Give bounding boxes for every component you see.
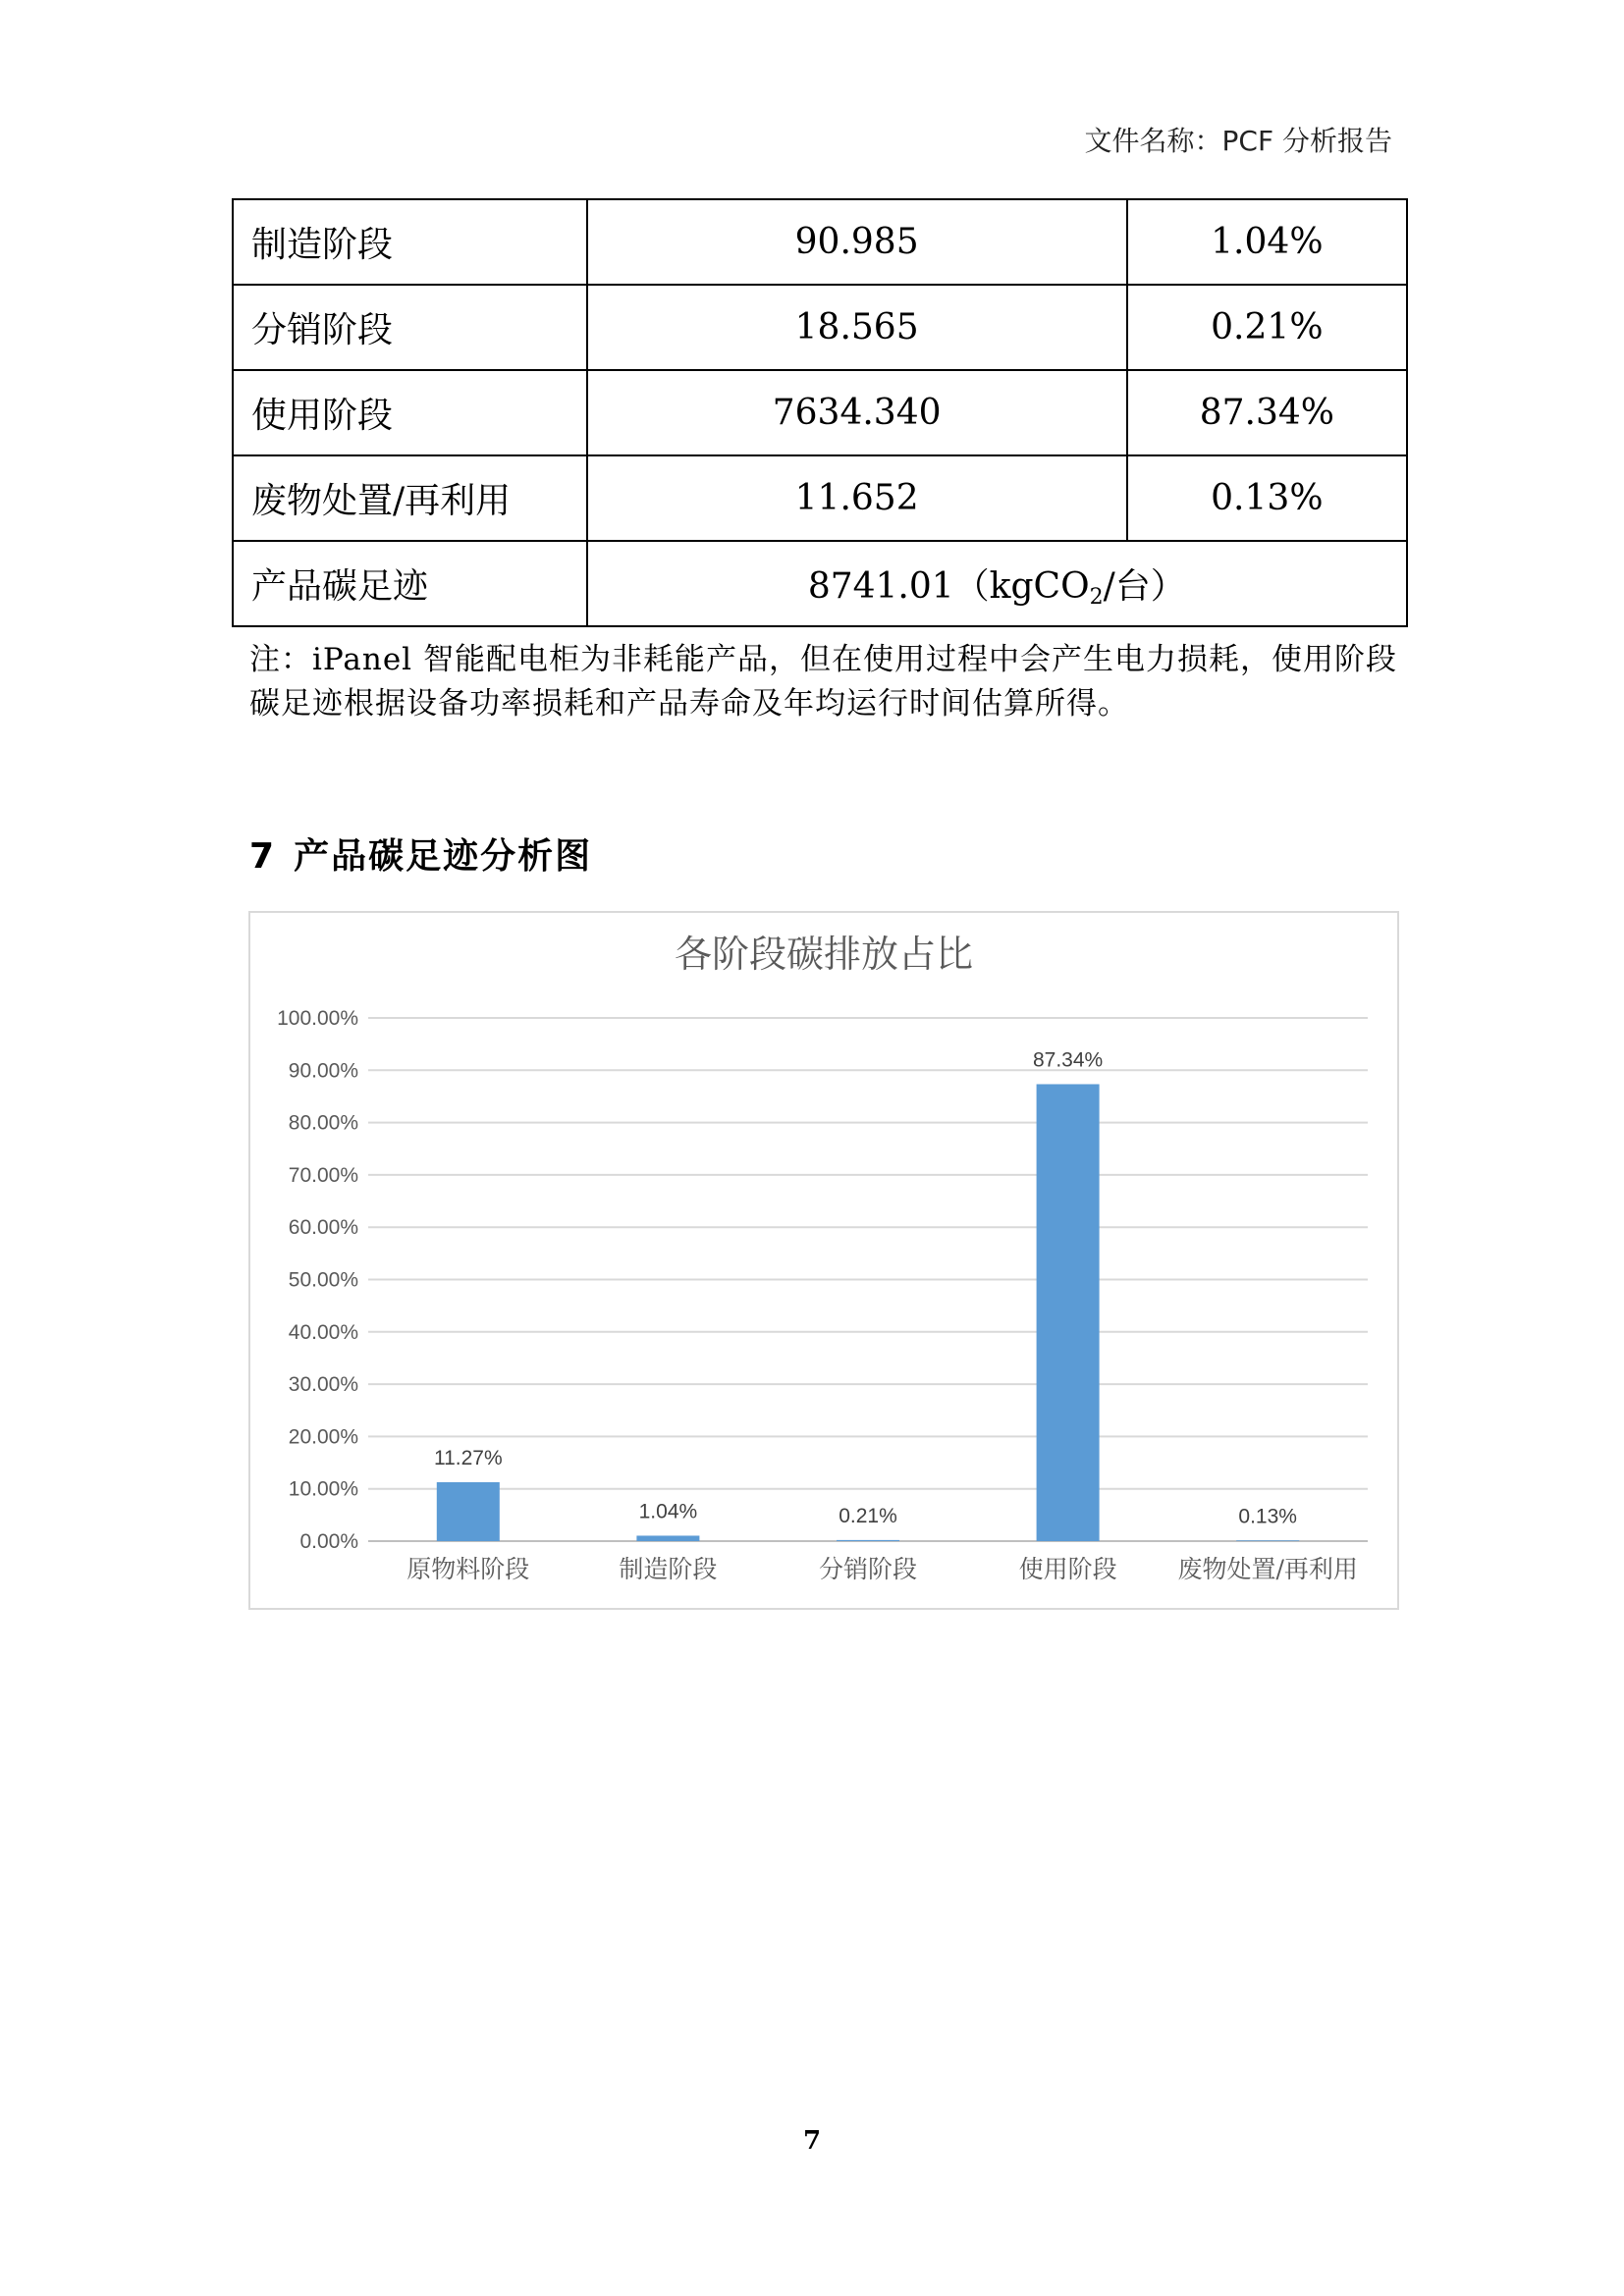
percent-cell: 0.21% xyxy=(1127,285,1407,370)
x-tick-label: 废物处置/再利用 xyxy=(1177,1555,1358,1583)
total-value-subscript: 2 xyxy=(1089,584,1104,610)
y-tick-label: 80.00% xyxy=(288,1111,358,1135)
x-tick-label: 使用阶段 xyxy=(1018,1555,1117,1583)
total-label-cell: 产品碳足迹 xyxy=(233,541,587,626)
value-cell: 18.565 xyxy=(587,285,1127,370)
bar xyxy=(437,1482,500,1541)
page-number: 7 xyxy=(802,2126,822,2156)
stage-cell: 分销阶段 xyxy=(233,285,587,370)
y-tick-label: 60.00% xyxy=(288,1216,358,1240)
table-row xyxy=(233,455,1407,541)
total-value-tail: /台） xyxy=(1103,565,1186,607)
data-label: 1.04% xyxy=(638,1500,698,1523)
data-label: 0.21% xyxy=(839,1504,897,1527)
total-value-main: 8741.01（kgCO xyxy=(807,565,1090,607)
table-row xyxy=(233,199,1407,285)
data-label: 0.13% xyxy=(1238,1505,1297,1528)
y-tick-label: 90.00% xyxy=(288,1059,358,1083)
stage-cell: 使用阶段 xyxy=(233,370,587,455)
bar xyxy=(837,1540,899,1541)
bar-chart-container xyxy=(248,911,1399,1610)
y-tick-label: 70.00% xyxy=(288,1163,358,1187)
y-tick-label: 100.00% xyxy=(277,1007,358,1030)
value-cell: 90.985 xyxy=(587,199,1127,285)
table-row xyxy=(233,370,1407,455)
bar xyxy=(1236,1540,1299,1541)
section-heading xyxy=(249,828,592,879)
percent-cell: 0.13% xyxy=(1127,455,1407,541)
y-tick-label: 40.00% xyxy=(288,1320,358,1344)
section-title-text: 产品碳足迹分析图 xyxy=(294,836,593,877)
table-total-row xyxy=(233,541,1407,626)
data-label: 87.34% xyxy=(1032,1048,1104,1072)
table-note: 注：iPanel 智能配电柜为非耗能产品，但在使用过程中会产生电力损耗，使用阶段碳足迹根据设备功率损耗和产品寿命及年均运行时间估算所得。 xyxy=(249,642,1397,721)
stage-cell: 制造阶段 xyxy=(233,199,587,285)
bar xyxy=(636,1535,699,1541)
percent-cell: 87.34% xyxy=(1127,370,1407,455)
x-tick-label: 分销阶段 xyxy=(818,1555,918,1583)
y-tick-label: 50.00% xyxy=(288,1268,358,1292)
value-cell: 11.652 xyxy=(587,455,1127,541)
percent-cell: 1.04% xyxy=(1127,199,1407,285)
chart-title: 各阶段碳排放占比 xyxy=(674,933,974,976)
carbon-footprint-table xyxy=(232,198,1408,627)
section-number: 7 xyxy=(249,836,277,877)
y-tick-label: 10.00% xyxy=(288,1477,358,1501)
table-row xyxy=(233,285,1407,370)
y-tick-label: 20.00% xyxy=(288,1425,358,1449)
document-header-filename: 文件名称：PCF 分析报告 xyxy=(1084,125,1392,157)
y-tick-label: 30.00% xyxy=(288,1373,358,1397)
x-tick-label: 原物料阶段 xyxy=(406,1555,530,1583)
x-tick-label: 制造阶段 xyxy=(619,1555,718,1583)
bar-chart xyxy=(250,913,1397,1608)
value-cell: 7634.340 xyxy=(587,370,1127,455)
data-label: 11.27% xyxy=(433,1446,503,1469)
stage-cell: 废物处置/再利用 xyxy=(233,455,587,541)
total-value-cell xyxy=(587,541,1407,626)
y-tick-label: 0.00% xyxy=(299,1530,358,1553)
bar xyxy=(1037,1084,1100,1541)
